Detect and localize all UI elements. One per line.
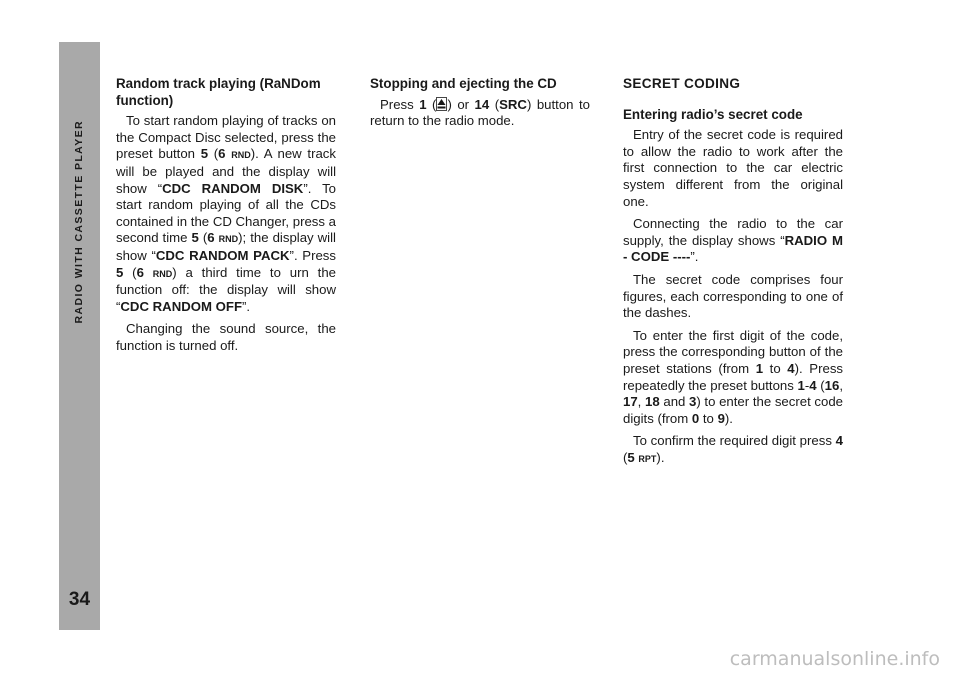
secret-code-heading: Entering radio’s secret code: [623, 106, 803, 122]
sidebar: [59, 42, 100, 630]
section-title: RADIO WITH CASSETTE PLAYER: [73, 120, 85, 324]
random-paragraph-1: To start random playing of tracks on the Compact Disc selected, press the preset button 5 (6 RND). A new track will be played and the display will show “CDC RANDOM DISK”. To start random playing of all the CDs contained in the CD Changer, press a second time 5 (6 RND); the display will show “CDC RANDOM PACK”. Press 5 (6 RND) a third time to urn the function off: the display will show “CDC RANDOM OFF”.: [116, 113, 336, 314]
eject-paragraph: Press 1 ( ) or 14 (SRC) button to return to the radio mode.: [370, 96, 590, 129]
column-random-function: [116, 76, 336, 361]
page-number: 34: [68, 589, 91, 610]
secret-coding-title: SECRET CODING: [623, 76, 741, 91]
secret-paragraph-1: Entry of the secret code is required to allow the radio to work after the first connection to the car electric system different from the original one.: [623, 127, 843, 209]
column-stop-eject: [370, 76, 590, 136]
secret-paragraph-2: Connecting the radio to the car supply, the display shows “RADIO M - CODE ----”.: [623, 216, 843, 265]
secret-paragraph-5: To confirm the required digit press 4 (5 RPT).: [623, 433, 843, 465]
secret-paragraph-4: To enter the first digit of the code, press the corresponding button of the preset stations (from 1 to 4). Press repeatedly the preset buttons 1-4 (16, 17, 18 and 3) to enter the secret code digits (from 0 to 9).: [623, 327, 844, 426]
eject-icon: [436, 97, 447, 111]
column-secret-coding: [623, 76, 843, 473]
secret-paragraph-3: The secret code comprises four figures, each corresponding to one of the dashes.: [623, 271, 843, 321]
random-heading: Random track playing (RaNDom function): [116, 76, 321, 108]
eject-heading: Stopping and ejecting the CD: [370, 76, 557, 91]
random-paragraph-2: Changing the sound source, the function is turned off.: [116, 321, 336, 353]
watermark: carmanualsonline.info: [729, 648, 940, 670]
